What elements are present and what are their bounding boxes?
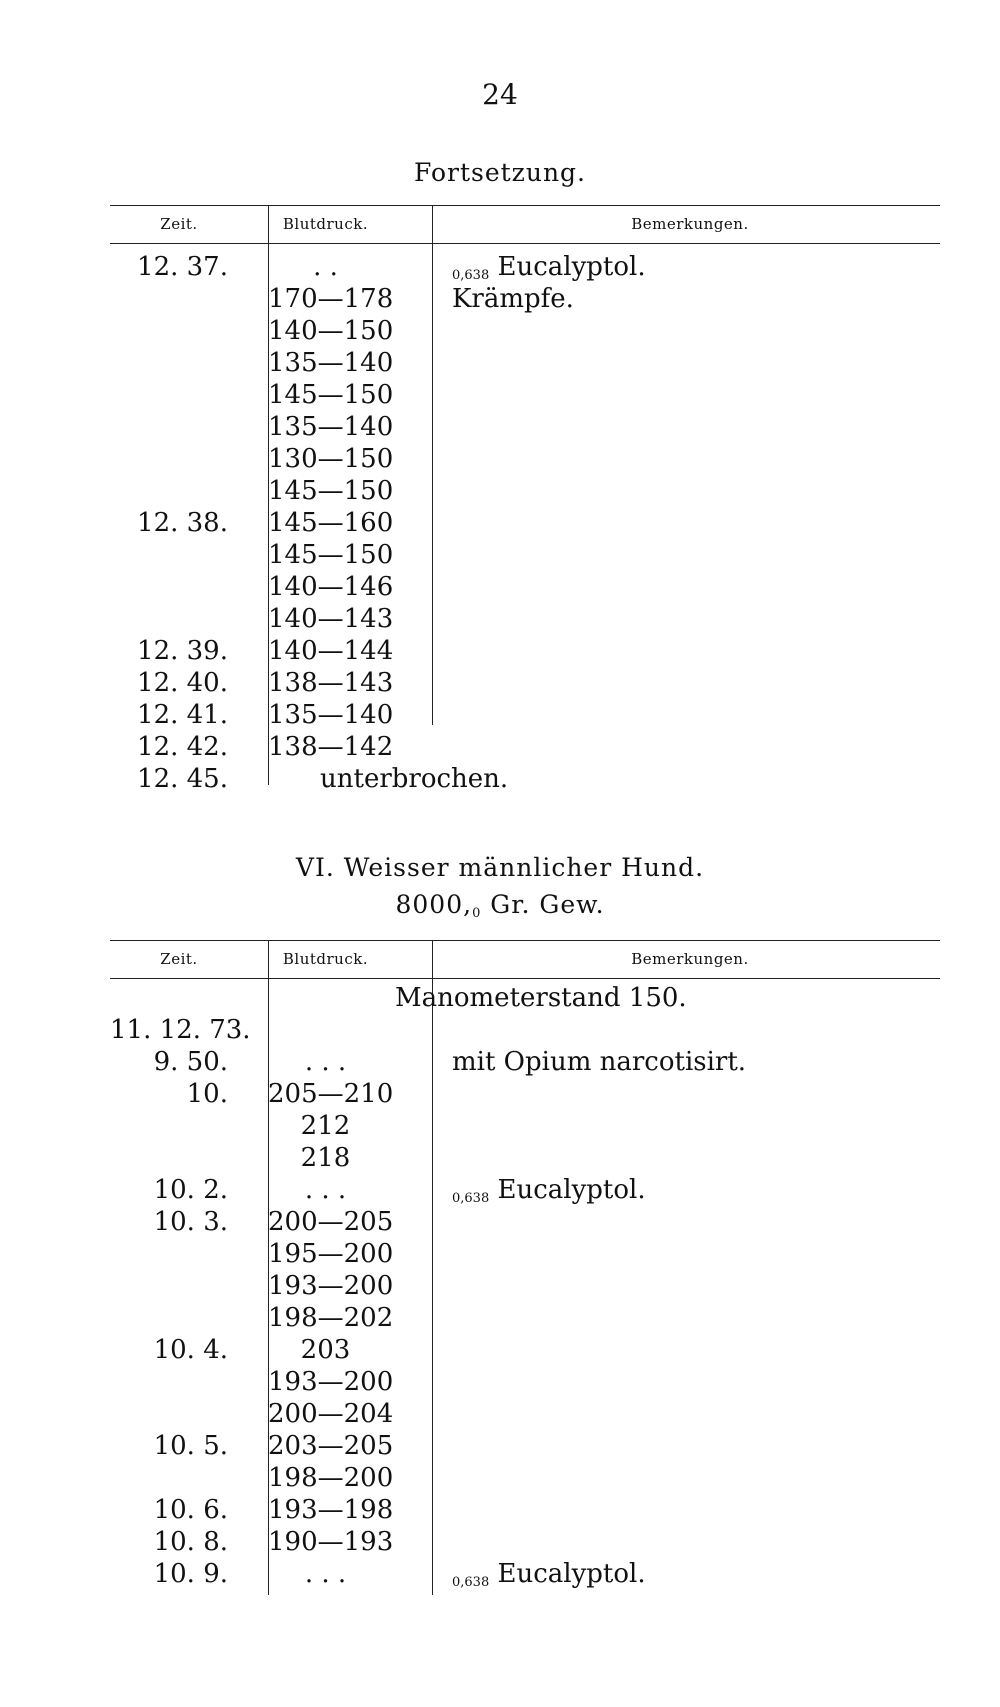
blood-pressure-cell: 145—150 bbox=[268, 380, 394, 410]
table-row bbox=[110, 1270, 940, 1302]
blood-pressure-cell: 145—150 bbox=[268, 476, 394, 506]
table-row bbox=[110, 1142, 940, 1174]
section-heading-continuation: Fortsetzung. bbox=[413, 158, 587, 187]
column-header-time: Zeit. bbox=[160, 215, 198, 233]
dose-subscript: 0,638 bbox=[452, 1191, 490, 1206]
time-cell: 10. 3. bbox=[153, 1207, 228, 1237]
interrupted-note-text: unterbrochen. bbox=[320, 764, 509, 794]
blood-pressure-cell: 198—200 bbox=[268, 1463, 394, 1493]
table-row bbox=[110, 667, 940, 699]
column-header-remarks: Bemerkungen. bbox=[631, 950, 749, 968]
blood-pressure-cell: 135—140 bbox=[268, 700, 394, 730]
time-cell: 10. 4. bbox=[153, 1335, 228, 1365]
table-row bbox=[110, 1462, 940, 1494]
table-row bbox=[110, 699, 940, 731]
table-row bbox=[110, 635, 940, 667]
table-row bbox=[110, 1334, 940, 1366]
body-weight bbox=[0, 890, 1000, 921]
blood-pressure-cell: . . bbox=[313, 252, 338, 282]
blood-pressure-cell: 193—200 bbox=[268, 1271, 394, 1301]
blood-pressure-cell: 193—200 bbox=[268, 1367, 394, 1397]
table-row bbox=[110, 411, 940, 443]
table-row bbox=[110, 1206, 940, 1238]
interrupted-note bbox=[110, 763, 940, 795]
table-header-rule bbox=[110, 243, 940, 244]
table-row bbox=[110, 1430, 940, 1462]
blood-pressure-cell: 140—144 bbox=[268, 636, 394, 666]
blood-pressure-cell: 193—198 bbox=[268, 1495, 394, 1525]
blood-pressure-cell: 130—150 bbox=[268, 444, 394, 474]
blood-pressure-cell: 203 bbox=[300, 1335, 351, 1365]
time-cell: 10. 8. bbox=[153, 1527, 228, 1557]
time-cell: 12. 40. bbox=[137, 668, 228, 698]
blood-pressure-cell: 203—205 bbox=[268, 1431, 394, 1461]
blood-pressure-cell: 140—146 bbox=[268, 572, 394, 602]
table-row bbox=[110, 379, 940, 411]
weight-unit: Gr. Gew. bbox=[490, 890, 605, 919]
blood-pressure-cell: 190—193 bbox=[268, 1527, 394, 1557]
blood-pressure-cell: 200—204 bbox=[268, 1399, 394, 1429]
table-row bbox=[110, 539, 940, 571]
table-row bbox=[110, 603, 940, 635]
time-cell: 10. 6. bbox=[153, 1495, 228, 1525]
table-row bbox=[110, 1398, 940, 1430]
blood-pressure-cell: 138—142 bbox=[268, 732, 394, 762]
time-cell: 11. 12. 73. bbox=[110, 1015, 251, 1045]
blood-pressure-cell: 195—200 bbox=[268, 1239, 394, 1269]
time-cell: 12. 45. bbox=[137, 764, 228, 794]
column-header-remarks: Bemerkungen. bbox=[631, 215, 749, 233]
table-row bbox=[110, 1526, 940, 1558]
blood-pressure-cell: . . . bbox=[304, 1047, 347, 1077]
remark-text: Eucalyptol. bbox=[497, 252, 646, 282]
remark-text: mit Opium narcotisirt. bbox=[452, 1047, 747, 1077]
table-row bbox=[110, 1078, 940, 1110]
column-header-time: Zeit. bbox=[160, 950, 198, 968]
blood-pressure-cell: 212 bbox=[300, 1111, 351, 1141]
table-row bbox=[110, 1046, 940, 1078]
blood-pressure-cell: 170—178 bbox=[268, 284, 394, 314]
dose-subscript: 0,638 bbox=[452, 268, 490, 283]
weight-value: 8000, bbox=[395, 890, 473, 919]
table-header-rule bbox=[110, 978, 940, 979]
remark-text: Eucalyptol. bbox=[497, 1175, 646, 1205]
time-cell: 12. 42. bbox=[137, 732, 228, 762]
remark-text: Krämpfe. bbox=[452, 284, 574, 314]
remark-text: Eucalyptol. bbox=[497, 1559, 646, 1589]
table-top-rule bbox=[110, 940, 940, 941]
blood-pressure-cell: 145—150 bbox=[268, 540, 394, 570]
table-row bbox=[110, 571, 940, 603]
time-cell: 12. 41. bbox=[137, 700, 228, 730]
table-row bbox=[110, 347, 940, 379]
time-cell: 10. 5. bbox=[153, 1431, 228, 1461]
dose-subscript: 0,638 bbox=[452, 1575, 490, 1590]
table-row bbox=[110, 283, 940, 315]
time-cell: 10. 2. bbox=[153, 1175, 228, 1205]
blood-pressure-cell: 135—140 bbox=[268, 348, 394, 378]
blood-pressure-cell: 205—210 bbox=[268, 1079, 394, 1109]
table-row bbox=[110, 1302, 940, 1334]
time-cell: 9. 50. bbox=[153, 1047, 228, 1077]
time-cell: 12. 38. bbox=[137, 508, 228, 538]
manometer-note bbox=[110, 982, 940, 1014]
time-cell: 10. 9. bbox=[153, 1559, 228, 1589]
remarks-cell bbox=[452, 1558, 646, 1599]
time-cell: 10. bbox=[186, 1079, 228, 1109]
table-row bbox=[110, 1366, 940, 1398]
table-row bbox=[110, 1110, 940, 1142]
time-cell: 12. 37. bbox=[137, 252, 228, 282]
blood-pressure-cell: 218 bbox=[300, 1143, 351, 1173]
table-row bbox=[110, 443, 940, 475]
table-row bbox=[110, 507, 940, 539]
column-header-blood-pressure: Blutdruck. bbox=[282, 950, 369, 968]
blood-pressure-cell: 138—143 bbox=[268, 668, 394, 698]
table-row bbox=[110, 1494, 940, 1526]
table-row bbox=[110, 315, 940, 347]
time-cell: 12. 39. bbox=[137, 636, 228, 666]
table-row bbox=[110, 251, 940, 283]
blood-pressure-cell: 145—160 bbox=[268, 508, 394, 538]
table-row bbox=[110, 1238, 940, 1270]
page-number: 24 bbox=[482, 78, 518, 111]
table-top-rule bbox=[110, 205, 940, 206]
blood-pressure-cell: 200—205 bbox=[268, 1207, 394, 1237]
manometer-note-text: Manometerstand 150. bbox=[395, 983, 687, 1013]
table-row bbox=[110, 731, 940, 763]
blood-pressure-cell: . . . bbox=[304, 1559, 347, 1589]
blood-pressure-cell: . . . bbox=[304, 1175, 347, 1205]
blood-pressure-cell: 140—150 bbox=[268, 316, 394, 346]
table-row bbox=[110, 1558, 940, 1590]
weight-subscript: 0 bbox=[472, 906, 482, 921]
blood-pressure-cell: 140—143 bbox=[268, 604, 394, 634]
column-header-blood-pressure: Blutdruck. bbox=[282, 215, 369, 233]
table-row bbox=[110, 475, 940, 507]
blood-pressure-table-2 bbox=[110, 940, 940, 1640]
table-row bbox=[110, 1014, 940, 1046]
blood-pressure-cell: 198—202 bbox=[268, 1303, 394, 1333]
section-heading-dog: VI. Weisser männlicher Hund. bbox=[295, 853, 705, 882]
blood-pressure-cell: 135—140 bbox=[268, 412, 394, 442]
table-row bbox=[110, 1174, 940, 1206]
blood-pressure-table-1 bbox=[110, 205, 940, 805]
